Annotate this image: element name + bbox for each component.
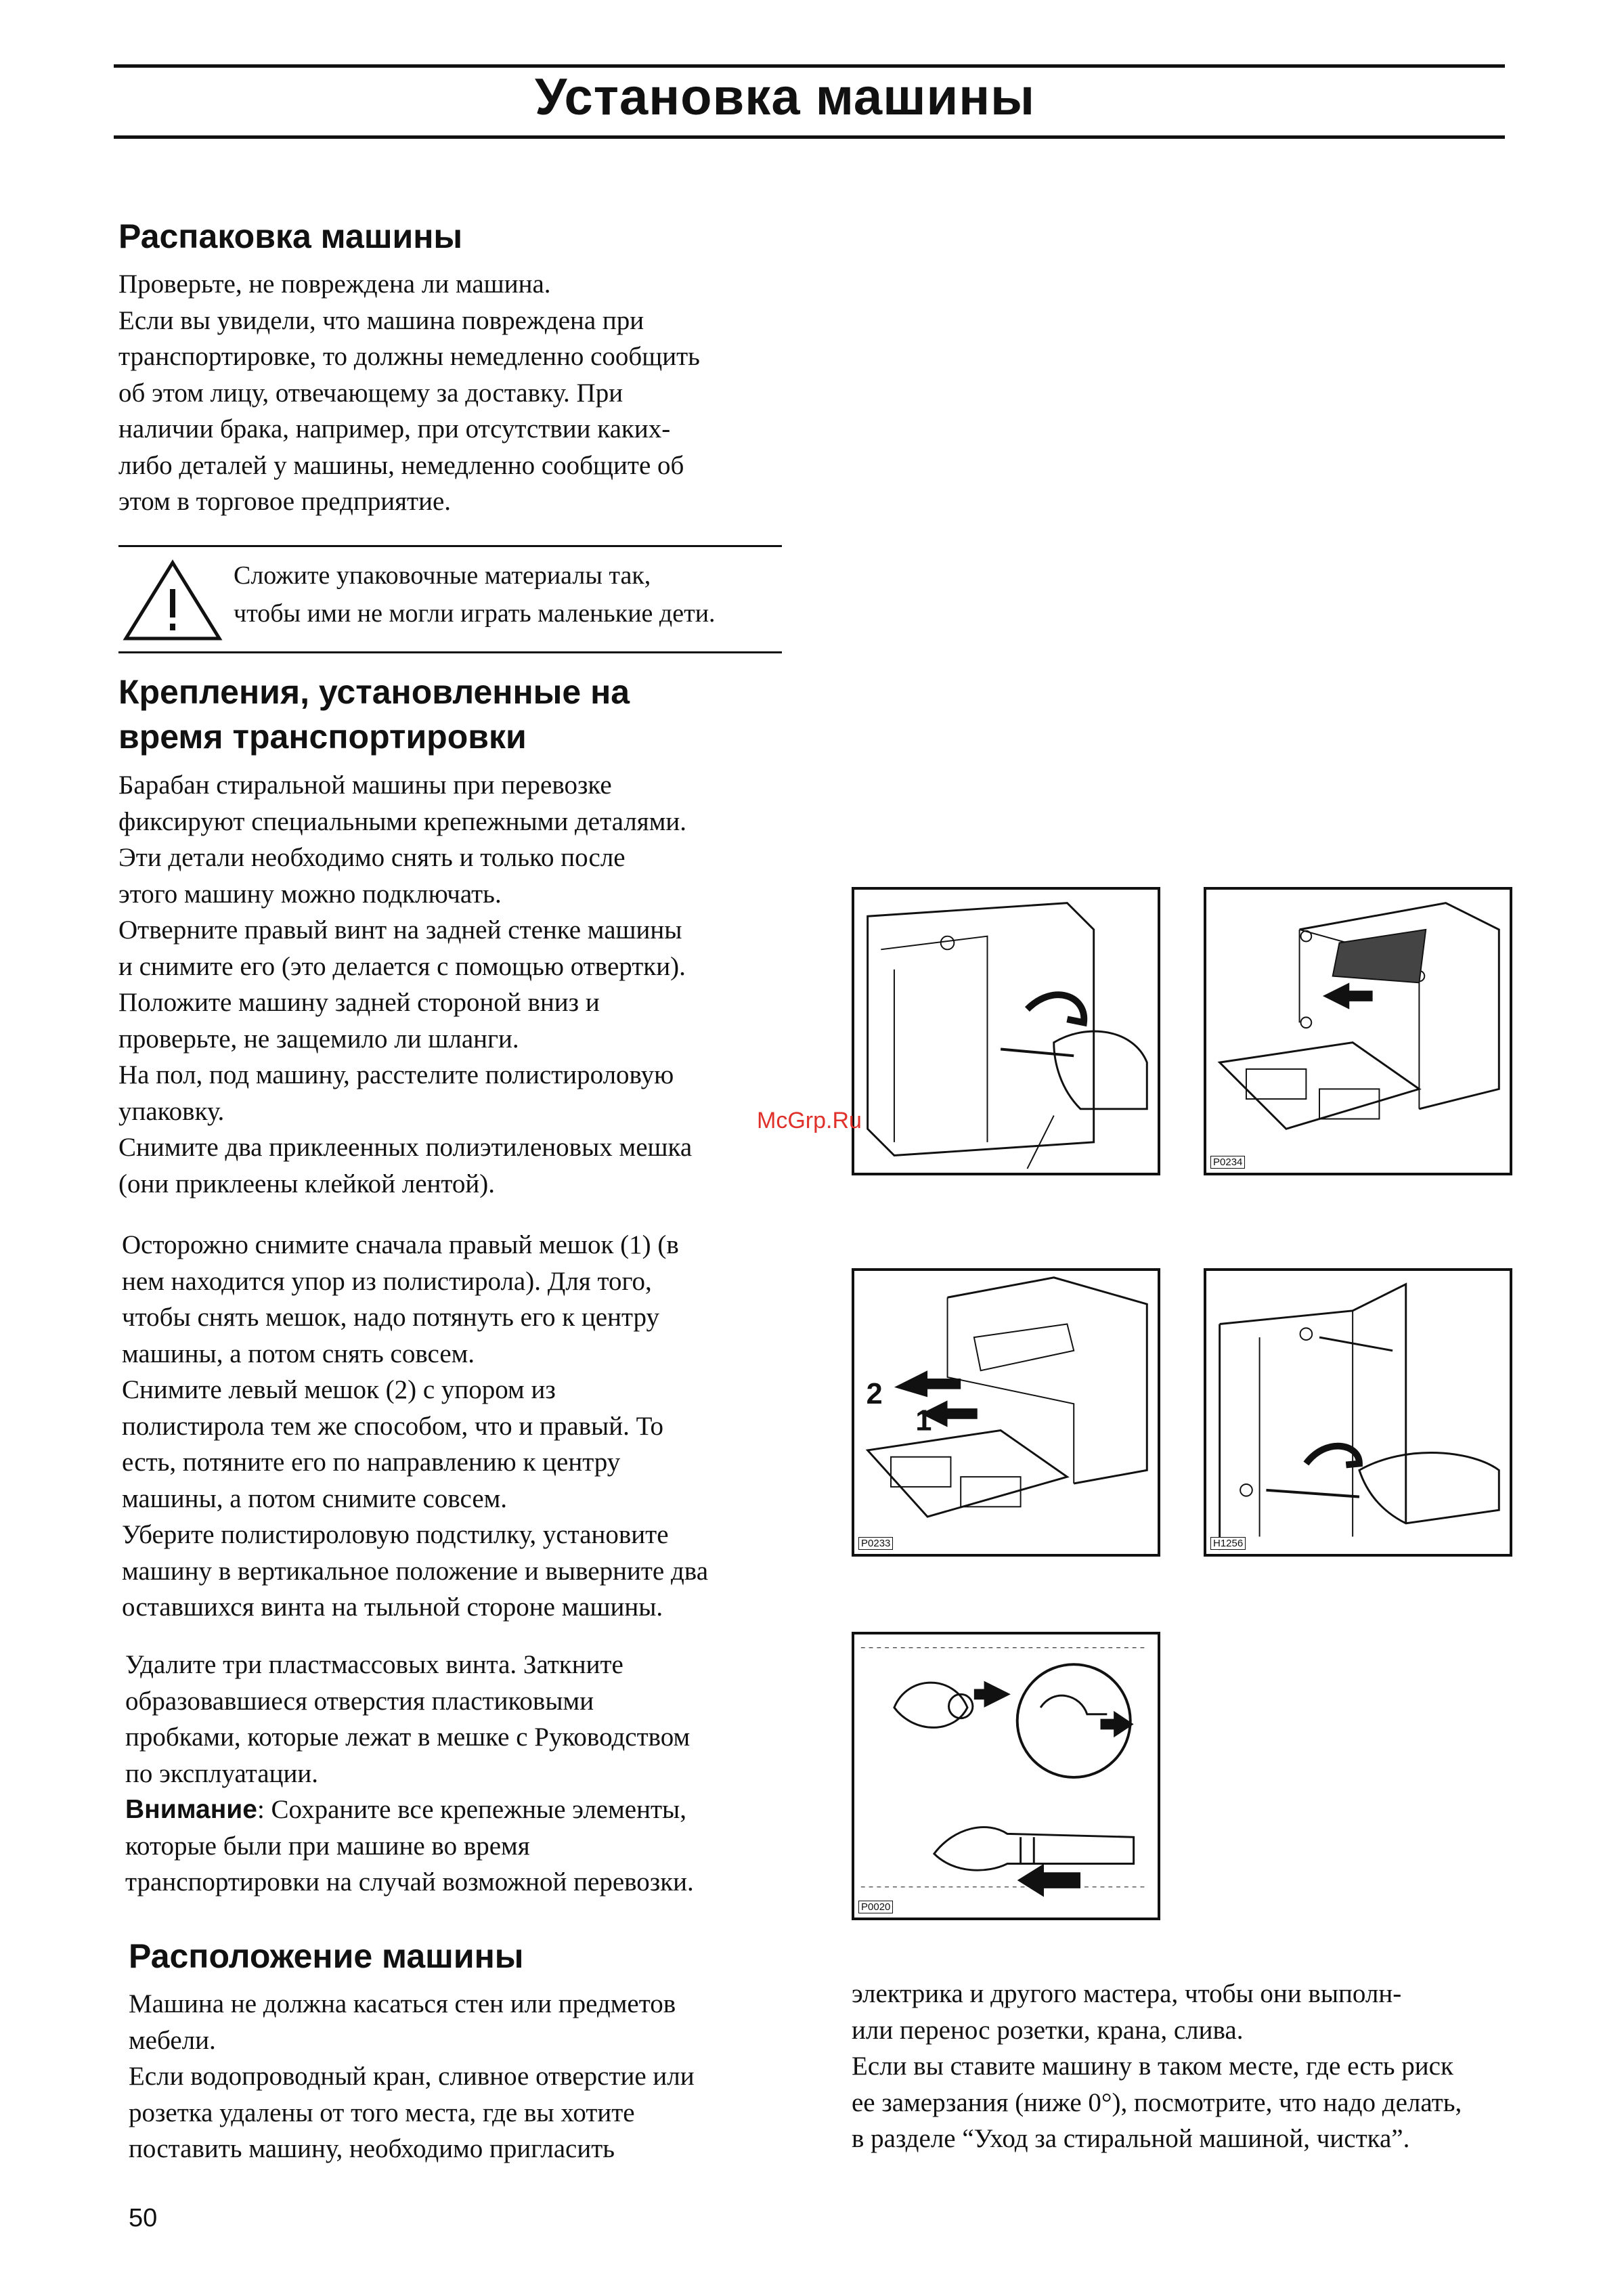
text-line: поставить машину, необходимо пригласить	[129, 2134, 615, 2163]
text-line: Сложите упаковочные материалы так,	[234, 561, 651, 590]
page-title: Установка машины	[535, 68, 1036, 126]
watermark: McGrp.Ru	[757, 1108, 862, 1133]
warning-text	[234, 557, 716, 632]
figure-remove-bags	[852, 1268, 1160, 1557]
note-text: : Сохраните все крепежные элементы,	[257, 1795, 686, 1824]
figure-code: P0233	[858, 1537, 893, 1550]
text-line: об этом лицу, отвечающему за доставку. При	[118, 378, 623, 408]
title-underline	[114, 135, 1505, 139]
unpacking-text	[118, 266, 700, 520]
text-line: либо деталей у машины, немедленно сообщите об	[118, 450, 684, 480]
figure-remove-bracket	[1204, 887, 1512, 1175]
text-line: пробками, которые лежат в мешке с Руководством	[125, 1723, 691, 1752]
text-line: Проверьте, не повреждена ли машина.	[118, 269, 551, 299]
text-line: машину в вертикальное положение и выверните два	[122, 1556, 708, 1586]
text-line: или перенос розетки, крана, слива.	[852, 2015, 1244, 2045]
placement-text-left	[129, 1986, 695, 2167]
page-number: 50	[129, 2204, 158, 2232]
text-line: мебели.	[129, 2025, 216, 2055]
text-line: машины, а потом снять совсем.	[122, 1339, 475, 1368]
text-line: розетка удалены от того места, где вы хотите	[129, 2098, 635, 2127]
text-line: машины, а потом снимите совсем.	[122, 1483, 508, 1513]
text-line: которые были при машине во время	[125, 1831, 530, 1861]
text-line: полистирола тем же способом, что и правый. То	[122, 1411, 664, 1441]
text-line: Осторожно снимите сначала правый мешок (1) (в	[122, 1230, 679, 1259]
warning-bottom-rule	[118, 651, 782, 653]
heading-line: время транспортировки	[118, 718, 527, 756]
text-line: чтобы снять мешок, надо потянуть его к центру	[122, 1303, 659, 1332]
text-line: этого машину можно подключать.	[118, 879, 502, 909]
text-line: чтобы ими не могли играть маленькие дети.	[234, 599, 716, 628]
text-line: Снимите два приклеенных полиэтиленовых мешка	[118, 1133, 693, 1162]
text-line: в разделе “Уход за стиральной машиной, чистка”.	[852, 2124, 1410, 2153]
text-line: Уберите полистироловую подстилку, установите	[122, 1520, 669, 1549]
text-line: Удалите три пластмассовых винта. Заткните	[125, 1650, 623, 1679]
text-line: Снимите левый мешок (2) с упором из	[122, 1375, 556, 1404]
text-line: Барабан стиральной машины при перевозке	[118, 771, 612, 800]
text-line: На пол, под машину, расстелите полистироловую	[118, 1060, 674, 1089]
placement-text-right	[852, 1976, 1462, 2157]
text-line: этом в торговое предприятие.	[118, 487, 452, 516]
text-line: по эксплуатации.	[125, 1758, 318, 1788]
text-line: электрика и другого мастера, чтобы они выполн-	[852, 1979, 1402, 2008]
figure-code: H1256	[1210, 1537, 1246, 1550]
figure-code: P0020	[858, 1901, 893, 1913]
heading-line: Крепления, установленные на	[118, 673, 630, 711]
warning-top-rule	[118, 545, 782, 547]
text-line: образовавшиеся отверстия пластиковыми	[125, 1686, 594, 1716]
text-line: наличии брака, например, при отсутствии каких-	[118, 414, 671, 443]
text-line: Положите машину задней стороной вниз и	[118, 988, 600, 1017]
text-line: Отверните правый винт на задней стенке машины	[118, 915, 682, 945]
text-line: фиксируют специальными крепежными деталями.	[118, 806, 686, 836]
text-line: транспортировки на случай возможной перевозки.	[125, 1867, 694, 1897]
text-line: есть, потяните его по направлению к центру	[122, 1448, 621, 1477]
text-line: нем находится упор из полистирола). Для того,	[122, 1266, 652, 1296]
note-line	[125, 1792, 694, 1828]
text-line: (они приклеены клейкой лентой).	[118, 1169, 496, 1198]
bag-number-1: 1	[915, 1404, 932, 1437]
text-line: Если вы увидели, что машина повреждена при	[118, 305, 644, 335]
placement-heading: Расположение машины	[129, 1937, 524, 1975]
transport-text-3	[125, 1647, 694, 1901]
text-line: Эти детали необходимо снять и только после	[118, 843, 626, 872]
figure-unscrew-remaining-screws	[1204, 1268, 1512, 1557]
transport-text-2	[122, 1227, 708, 1626]
figure-insert-plugs	[852, 1632, 1160, 1920]
text-line: и снимите его (это делается с помощью отвертки).	[118, 951, 686, 981]
text-line: проверьте, не защемило ли шланги.	[118, 1024, 519, 1054]
text-line: упаковку.	[118, 1096, 225, 1126]
bag-number-2: 2	[866, 1378, 883, 1411]
transport-heading	[118, 670, 630, 759]
text-line: транспортировке, то должны немедленно сообщить	[118, 342, 700, 371]
text-line: Если водопроводный кран, сливное отверстие или	[129, 2062, 695, 2091]
transport-text-1	[118, 767, 692, 1202]
unpacking-heading: Распаковка машины	[118, 217, 463, 255]
text-line: Если вы ставите машину в таком месте, где есть риск	[852, 2052, 1453, 2081]
note-label: Внимание	[125, 1795, 257, 1824]
text-line: Машина не должна касаться стен или предметов	[129, 1989, 676, 2018]
figure-code: P0234	[1210, 1156, 1245, 1169]
text-line: оставшихся винта на тыльной стороне машины.	[122, 1593, 663, 1622]
figure-unscrew-rear-screw	[852, 887, 1160, 1175]
warning-triangle-icon	[122, 559, 223, 643]
text-line: ее замерзания (ниже 0°), посмотрите, что надо делать,	[852, 2087, 1462, 2117]
